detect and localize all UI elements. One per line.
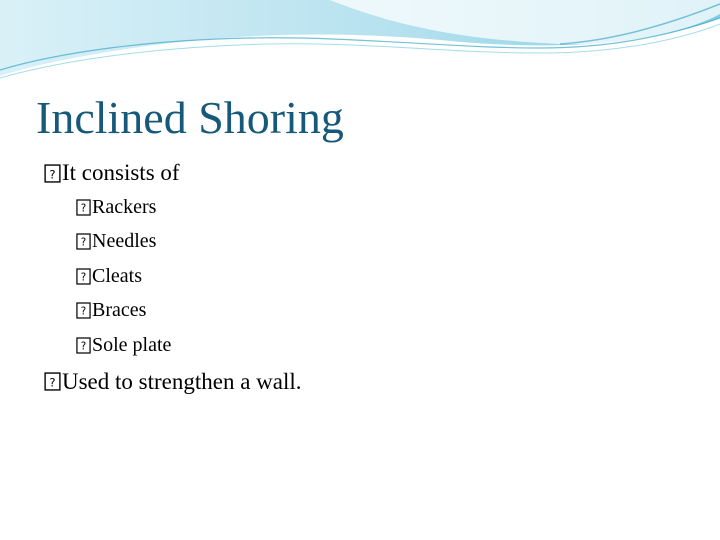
sub-bullet-item xyxy=(44,190,302,225)
missing-glyph-icon xyxy=(76,268,91,285)
bullet-item xyxy=(44,156,302,190)
svg-text:?: ? xyxy=(80,202,87,215)
sub-bullet-text: Rackers xyxy=(92,195,157,218)
svg-text:?: ? xyxy=(80,271,87,284)
missing-glyph-icon xyxy=(76,199,91,216)
sub-bullet-text: Sole plate xyxy=(92,333,172,356)
sub-bullet-text: Braces xyxy=(92,299,147,322)
sub-bullet-text: Cleats xyxy=(92,264,142,287)
sub-bullet-text: Needles xyxy=(92,230,157,253)
bullet-list xyxy=(44,156,302,399)
header-wave-decoration xyxy=(0,0,720,90)
slide-title: Inclined Shoring xyxy=(36,92,344,143)
sub-bullet-item xyxy=(44,328,302,363)
sub-bullet-item xyxy=(44,294,302,329)
svg-text:?: ? xyxy=(80,340,87,353)
bullet-text: It consists of xyxy=(62,160,180,185)
bullet-item xyxy=(44,365,302,399)
svg-text:?: ? xyxy=(49,375,56,390)
svg-text:?: ? xyxy=(80,236,87,249)
missing-glyph-icon xyxy=(44,164,61,183)
sub-bullet-item xyxy=(44,259,302,294)
missing-glyph-icon xyxy=(76,337,91,354)
svg-text:?: ? xyxy=(49,166,56,181)
missing-glyph-icon xyxy=(76,302,91,319)
svg-text:?: ? xyxy=(80,305,87,318)
bullet-text: Used to strengthen a wall. xyxy=(62,368,302,394)
missing-glyph-icon xyxy=(76,233,91,250)
missing-glyph-icon xyxy=(44,372,61,391)
sub-bullet-item xyxy=(44,225,302,260)
